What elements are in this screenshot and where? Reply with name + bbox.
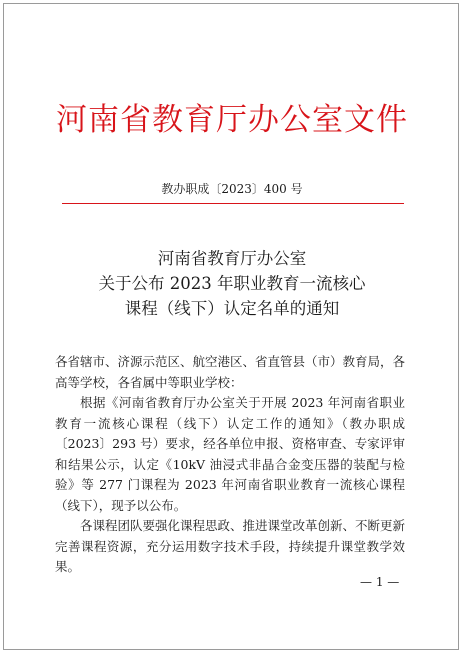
body-paragraph-1: 根据《河南省教育厅办公室关于开展 2023 年河南省职业教育一流核心课程（线下）认定工作的通知》（教办职成〔2023〕293 号）要求，经各单位申报、资格审查、专家评审和结果公示，认定《10kV 油浸式非晶合金变压器的装配与检验》等 277 门课程为 2023 年河南省职业教育一流核心课程（线下），现予以公布。 — [55, 395, 405, 513]
notice-title-line-3: 课程（线下）认定名单的通知 — [124, 299, 340, 318]
red-divider-line — [62, 203, 404, 204]
body-paragraph-2: 各课程团队要强化课程思政、推进课堂改革创新、不断更新完善课程资源，充分运用数字技术手段，持续提升课堂教学效果。 — [55, 518, 406, 574]
salutation: 各省辖市、济源示范区、航空港区、省直管县（市）教育局，各高等学校，各省属中等职业学校： — [55, 354, 406, 390]
page-number: — 1 — — [360, 575, 400, 589]
document-number: 教办职成〔2023〕400 号 — [161, 182, 303, 196]
notice-title-line-2: 关于公布 2023 年职业教育一流核心 — [98, 274, 366, 293]
document-header-title: 河南省教育厅办公室文件 — [56, 102, 408, 138]
notice-title-line-1: 河南省教育厅办公室 — [157, 249, 307, 268]
notice-title — [0, 246, 464, 321]
notice-body — [55, 352, 405, 578]
